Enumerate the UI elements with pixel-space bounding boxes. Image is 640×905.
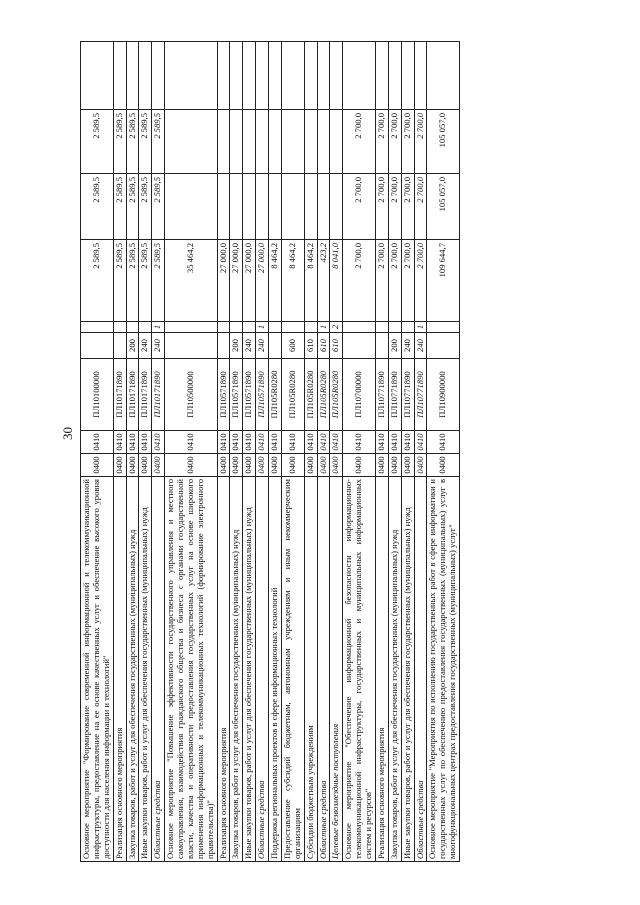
row-subsection: 0410 [414, 431, 427, 454]
row-spare-cell [388, 42, 401, 110]
row-target-article: ПЛ10571890 [230, 359, 243, 431]
row-amount-year3: 2 700,0 [375, 110, 388, 174]
row-amount-year1: 8 464,2 [269, 240, 282, 322]
row-amount-year2: 2 700,0 [414, 174, 427, 240]
row-target-article: ПЛ10571890 [217, 359, 230, 431]
row-subsection: 0410 [427, 431, 460, 454]
row-target-article: ПЛ10700000 [343, 359, 376, 431]
row-spare-cell [165, 42, 217, 110]
row-amount-year1: 27 000,0 [230, 240, 243, 322]
row-amount-year1: 423,2 [317, 240, 330, 322]
row-expense-type: 610 [317, 333, 330, 359]
row-target-article: ПЛ10771890 [375, 359, 388, 431]
row-amount-year3 [217, 110, 230, 174]
row-amount-year3: 2 700,0 [401, 110, 414, 174]
row-section: 0400 [139, 454, 152, 477]
row-amount-year1: 27 000,0 [217, 240, 230, 322]
row-expense-type [343, 333, 376, 359]
row-section: 0400 [343, 454, 376, 477]
row-amount-year3 [304, 110, 317, 174]
row-spare-cell [317, 42, 330, 110]
row-subsection: 0410 [81, 431, 114, 454]
table-row [256, 42, 269, 862]
row-amount-year3: 2 589,5 [113, 110, 126, 174]
row-funding-code [388, 322, 401, 333]
table-row [427, 42, 460, 862]
row-funding-code [427, 322, 460, 333]
row-target-article: ПЛ10171890 [126, 359, 139, 431]
row-section: 0400 [375, 454, 388, 477]
row-amount-year3: 2 589,5 [126, 110, 139, 174]
page-number: 30 [60, 427, 75, 440]
row-name: Субсидии бюджетным учреждениям [304, 477, 317, 862]
table-row [269, 42, 282, 862]
row-amount-year2: 2 589,5 [126, 174, 139, 240]
table-row [81, 42, 114, 862]
row-amount-year3 [317, 110, 330, 174]
row-section: 0400 [414, 454, 427, 477]
row-amount-year2 [217, 174, 230, 240]
table-row [113, 42, 126, 862]
row-funding-code [269, 322, 282, 333]
row-section: 0400 [217, 454, 230, 477]
row-expense-type: 200 [388, 333, 401, 359]
row-funding-code: 2 [330, 322, 343, 333]
row-target-article: ПЛ10771890 [401, 359, 414, 431]
row-expense-type: 240 [152, 333, 165, 359]
row-section: 0400 [269, 454, 282, 477]
row-section: 0400 [243, 454, 256, 477]
row-expense-type [165, 333, 217, 359]
row-amount-year2: 105 057,0 [427, 174, 460, 240]
row-expense-type: 240 [139, 333, 152, 359]
row-spare-cell [113, 42, 126, 110]
row-expense-type: 200 [230, 333, 243, 359]
row-funding-code [230, 322, 243, 333]
row-target-article: ПЛ10771890 [388, 359, 401, 431]
row-expense-type [217, 333, 230, 359]
row-section: 0400 [126, 454, 139, 477]
row-name: Поддержка региональных проектов в сфере информационных технологий [269, 477, 282, 862]
row-expense-type: 610 [304, 333, 317, 359]
row-funding-code [139, 322, 152, 333]
row-funding-code: 1 [414, 322, 427, 333]
row-target-article: ПЛ10171890 [113, 359, 126, 431]
row-target-article: ПЛ10571890 [243, 359, 256, 431]
row-spare-cell [243, 42, 256, 110]
row-expense-type: 610 [330, 333, 343, 359]
row-target-article: ПЛ105R0280 [330, 359, 343, 431]
row-spare-cell [401, 42, 414, 110]
row-funding-code [375, 322, 388, 333]
table-row [126, 42, 139, 862]
row-target-article: ПЛ105R0280 [281, 359, 304, 431]
row-spare-cell [427, 42, 460, 110]
row-funding-code [113, 322, 126, 333]
row-spare-cell [152, 42, 165, 110]
row-amount-year2 [256, 174, 269, 240]
table-row [401, 42, 414, 862]
row-spare-cell [375, 42, 388, 110]
row-amount-year2: 2 589,5 [139, 174, 152, 240]
row-name: Областные средства [256, 477, 269, 862]
row-amount-year1: 27 000,0 [256, 240, 269, 322]
row-subsection: 0410 [343, 431, 376, 454]
row-funding-code [126, 322, 139, 333]
row-amount-year2: 2 700,0 [375, 174, 388, 240]
row-target-article: ПЛ10500000 [165, 359, 217, 431]
row-subsection: 0410 [113, 431, 126, 454]
row-amount-year2: 2 700,0 [343, 174, 376, 240]
row-amount-year2 [165, 174, 217, 240]
row-amount-year2 [304, 174, 317, 240]
row-section: 0400 [230, 454, 243, 477]
row-target-article: ПЛ10171890 [139, 359, 152, 431]
row-spare-cell [217, 42, 230, 110]
row-section: 0400 [165, 454, 217, 477]
row-name: Иные закупки товаров, работ и услуг для обеспечения государственных (муниципальных) нужд [401, 477, 414, 862]
row-amount-year1: 2 700,0 [414, 240, 427, 322]
row-subsection: 0410 [256, 431, 269, 454]
row-amount-year2 [230, 174, 243, 240]
row-amount-year3: 2 589,5 [139, 110, 152, 174]
row-spare-cell [81, 42, 114, 110]
row-section: 0400 [81, 454, 114, 477]
row-section: 0400 [427, 454, 460, 477]
row-expense-type [113, 333, 126, 359]
row-amount-year1: 27 000,0 [243, 240, 256, 322]
row-amount-year1: 2 589,5 [126, 240, 139, 322]
row-funding-code: 1 [317, 322, 330, 333]
row-section: 0400 [256, 454, 269, 477]
row-expense-type [81, 333, 114, 359]
row-subsection: 0410 [317, 431, 330, 454]
row-name: Иные закупки товаров, работ и услуг для обеспечения государственных (муниципальных) нужд [139, 477, 152, 862]
row-amount-year1: 8 041,0 [330, 240, 343, 322]
row-name: Предоставление субсидий бюджетным, автономным учреждениям и иным некоммерческим организациям [281, 477, 304, 862]
budget-table [80, 41, 460, 862]
row-amount-year2: 2 700,0 [388, 174, 401, 240]
row-target-article: ПЛ105R0280 [304, 359, 317, 431]
row-subsection: 0410 [126, 431, 139, 454]
row-target-article: ПЛ10171890 [152, 359, 165, 431]
row-amount-year1: 2 700,0 [388, 240, 401, 322]
row-name: Закупка товаров, работ и услуг для обеспечения государственных (муниципальных) нужд [388, 477, 401, 862]
row-funding-code [281, 322, 304, 333]
row-section: 0400 [330, 454, 343, 477]
row-amount-year2: 2 589,5 [81, 174, 114, 240]
table-row [414, 42, 427, 862]
row-funding-code [165, 322, 217, 333]
row-amount-year3 [243, 110, 256, 174]
row-amount-year1: 2 589,5 [81, 240, 114, 322]
row-amount-year3: 2 700,0 [414, 110, 427, 174]
row-amount-year1: 2 589,5 [113, 240, 126, 322]
row-spare-cell [139, 42, 152, 110]
row-expense-type [375, 333, 388, 359]
row-amount-year3: 2 700,0 [343, 110, 376, 174]
table-row [217, 42, 230, 862]
table-row [243, 42, 256, 862]
row-name: Реализация основного мероприятия [217, 477, 230, 862]
row-subsection: 0410 [165, 431, 217, 454]
row-target-article: ПЛ105R0280 [269, 359, 282, 431]
table-row [152, 42, 165, 862]
row-funding-code: 1 [152, 322, 165, 333]
row-amount-year3 [330, 110, 343, 174]
row-section: 0400 [304, 454, 317, 477]
row-expense-type: 240 [256, 333, 269, 359]
row-amount-year3 [256, 110, 269, 174]
row-subsection: 0410 [281, 431, 304, 454]
row-name: Областные средства [414, 477, 427, 862]
row-section: 0400 [317, 454, 330, 477]
table-row [304, 42, 317, 862]
row-section: 0400 [113, 454, 126, 477]
row-amount-year2 [330, 174, 343, 240]
row-funding-code [217, 322, 230, 333]
row-amount-year2 [269, 174, 282, 240]
budget-table-container [80, 42, 565, 862]
row-name: Закупка товаров, работ и услуг для обеспечения государственных (муниципальных) нужд [230, 477, 243, 862]
row-amount-year1: 2 700,0 [343, 240, 376, 322]
row-expense-type: 600 [281, 333, 304, 359]
row-amount-year2: 2 589,5 [113, 174, 126, 240]
row-amount-year1: 2 700,0 [375, 240, 388, 322]
row-name: Областные средства [317, 477, 330, 862]
row-target-article: ПЛ10771890 [414, 359, 427, 431]
row-name: Иные закупки товаров, работ и услуг для обеспечения государственных (муниципальных) нужд [243, 477, 256, 862]
row-subsection: 0410 [388, 431, 401, 454]
row-funding-code: 1 [256, 322, 269, 333]
row-subsection: 0410 [330, 431, 343, 454]
row-target-article: ПЛ105R0280 [317, 359, 330, 431]
row-subsection: 0410 [230, 431, 243, 454]
row-amount-year3: 2 589,5 [152, 110, 165, 174]
row-amount-year3 [165, 110, 217, 174]
row-expense-type: 200 [126, 333, 139, 359]
row-section: 0400 [281, 454, 304, 477]
table-row [375, 42, 388, 862]
row-expense-type [427, 333, 460, 359]
row-funding-code [243, 322, 256, 333]
row-expense-type: 240 [414, 333, 427, 359]
table-row [139, 42, 152, 862]
row-name: Закупка товаров, работ и услуг для обеспечения государственных (муниципальных) нужд [126, 477, 139, 862]
row-spare-cell [269, 42, 282, 110]
row-amount-year1: 8 464,2 [281, 240, 304, 322]
row-funding-code [343, 322, 376, 333]
row-amount-year1: 2 589,5 [152, 240, 165, 322]
row-subsection: 0410 [375, 431, 388, 454]
row-amount-year2: 2 700,0 [401, 174, 414, 240]
row-amount-year2: 2 589,5 [152, 174, 165, 240]
row-subsection: 0410 [243, 431, 256, 454]
row-amount-year3 [230, 110, 243, 174]
table-row [165, 42, 217, 862]
row-subsection: 0410 [269, 431, 282, 454]
row-spare-cell [126, 42, 139, 110]
row-amount-year1: 2 589,5 [139, 240, 152, 322]
row-subsection: 0410 [217, 431, 230, 454]
row-expense-type [269, 333, 282, 359]
row-amount-year3 [281, 110, 304, 174]
row-amount-year3: 2 589,5 [81, 110, 114, 174]
row-amount-year2 [243, 174, 256, 240]
row-name: Областные средства [152, 477, 165, 862]
row-amount-year3: 2 700,0 [388, 110, 401, 174]
row-section: 0400 [152, 454, 165, 477]
row-target-article: ПЛ10571890 [256, 359, 269, 431]
table-body [81, 42, 460, 862]
table-row [343, 42, 376, 862]
row-amount-year1: 8 464,2 [304, 240, 317, 322]
row-subsection: 0410 [401, 431, 414, 454]
row-funding-code [304, 322, 317, 333]
row-funding-code [401, 322, 414, 333]
row-expense-type: 240 [401, 333, 414, 359]
row-amount-year2 [317, 174, 330, 240]
row-name: Основное мероприятие "Повышение эффективности государственного управления и местного самоуправления, взаимодействия гражданского общества и бизнеса с органами государственной власти, качества и оперативности предоставления государственных услуг на основе широкого применения информационных и телекоммуникационных технологий (формирование электронного правительства)" [165, 477, 217, 862]
row-section: 0400 [388, 454, 401, 477]
row-name: Реализация основного мероприятия [375, 477, 388, 862]
row-name: Основное мероприятие "Мероприятия по исполнению государственных работ в сфере информатики и государственных услуг по обеспечению предоставления государственных (муниципальных) услуг в многофункциональных центрах предоставления государственных (муниципальных) услуг" [427, 477, 460, 862]
row-name: Основное мероприятие "Формирование современной информационной и телекоммуникационной инфраструктуры, предоставление на ее основе качественных услуг и обеспечение высокого уровня доступности для населения информации и технологий" [81, 477, 114, 862]
row-spare-cell [414, 42, 427, 110]
table-row [281, 42, 304, 862]
table-row [388, 42, 401, 862]
row-expense-type: 240 [243, 333, 256, 359]
row-spare-cell [230, 42, 243, 110]
row-subsection: 0410 [139, 431, 152, 454]
row-section: 0400 [401, 454, 414, 477]
table-row [230, 42, 243, 862]
row-target-article: ПЛ10100000 [81, 359, 114, 431]
row-amount-year3 [269, 110, 282, 174]
row-amount-year1: 2 700,0 [401, 240, 414, 322]
row-name: Основное мероприятие "Обеспечение информационной безопасности информационно-телекоммуникационной инфраструктуры, государственных и муниципальных информационных систем и ресурсов" [343, 477, 376, 862]
row-spare-cell [281, 42, 304, 110]
row-amount-year1: 35 464,2 [165, 240, 217, 322]
row-target-article: ПЛ10900000 [427, 359, 460, 431]
row-funding-code [81, 322, 114, 333]
row-name: Целевые безвозмездные поступления [330, 477, 343, 862]
row-subsection: 0410 [304, 431, 317, 454]
row-amount-year3: 105 057,0 [427, 110, 460, 174]
row-spare-cell [330, 42, 343, 110]
row-spare-cell [304, 42, 317, 110]
row-amount-year2 [281, 174, 304, 240]
table-row [330, 42, 343, 862]
row-spare-cell [343, 42, 376, 110]
row-subsection: 0410 [152, 431, 165, 454]
row-name: Реализация основного мероприятия [113, 477, 126, 862]
table-row [317, 42, 330, 862]
row-spare-cell [256, 42, 269, 110]
row-amount-year1: 109 644,7 [427, 240, 460, 322]
